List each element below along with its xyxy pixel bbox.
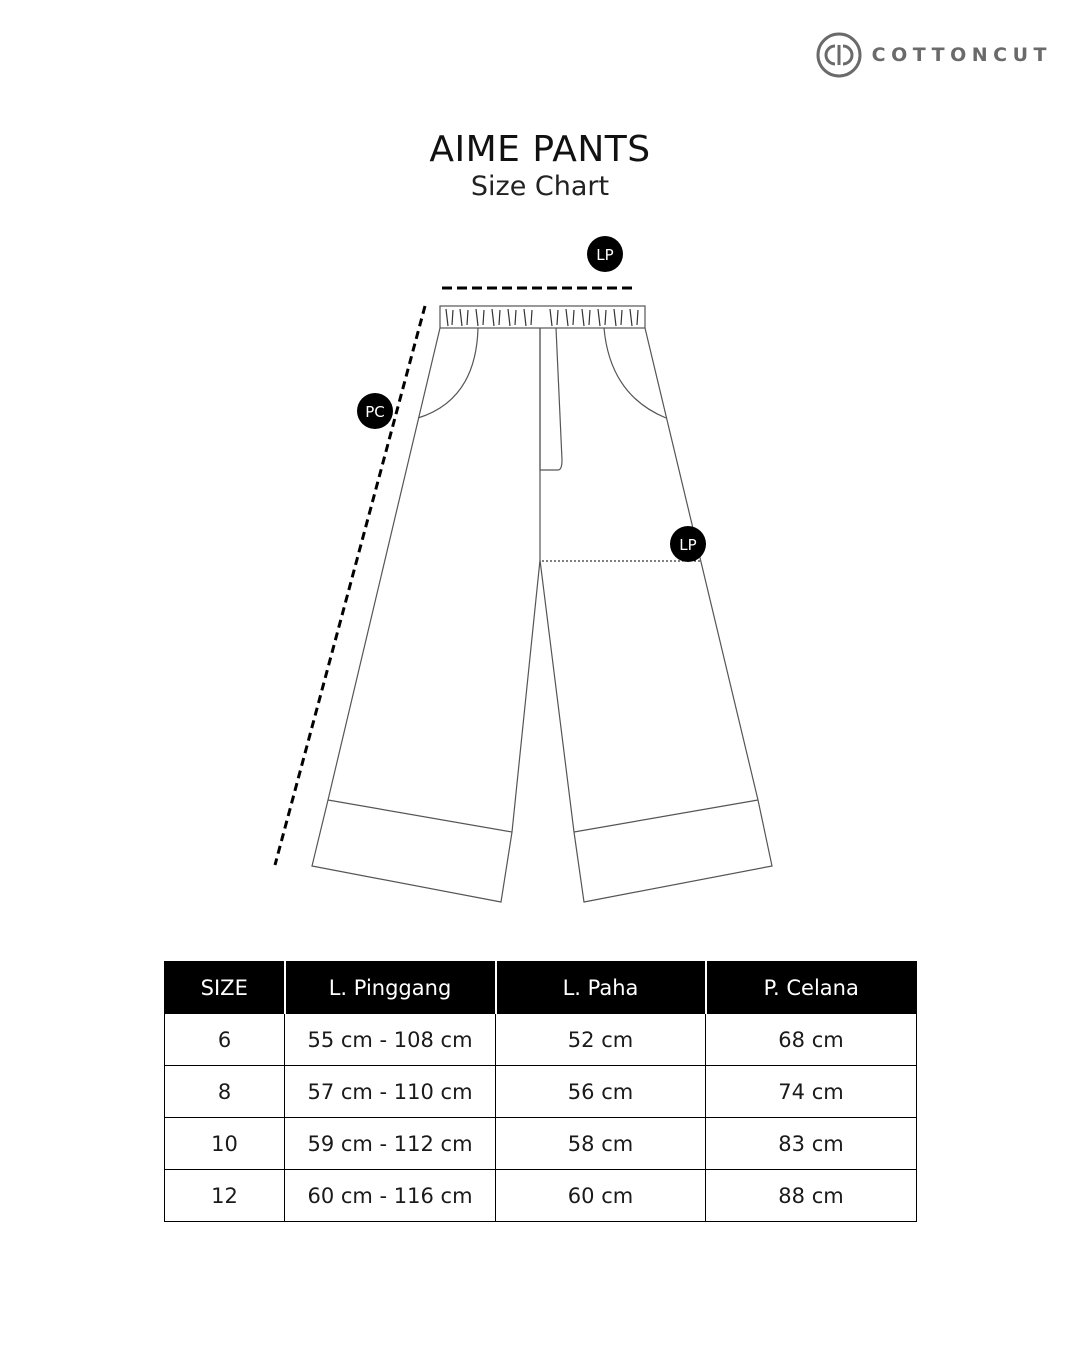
cell-thigh: 58 cm xyxy=(496,1118,706,1170)
length-label-badge xyxy=(357,393,393,429)
header-thigh: L. Paha xyxy=(496,962,706,1014)
waistband-gathers xyxy=(446,309,638,326)
waist-label: LP xyxy=(596,246,614,264)
cell-size: 8 xyxy=(165,1066,285,1118)
right-leg xyxy=(540,328,772,902)
table-row xyxy=(165,1170,917,1222)
page-subtitle: Size Chart xyxy=(470,171,610,202)
cell-size: 10 xyxy=(165,1118,285,1170)
page-title: AIME PANTS xyxy=(429,129,651,170)
size-table xyxy=(164,961,917,1222)
brand-name: COTTONCUT xyxy=(871,44,1052,66)
left-cuff-line xyxy=(328,800,512,832)
waist-label-badge xyxy=(587,236,623,272)
cell-thigh: 56 cm xyxy=(496,1066,706,1118)
header-length: P. Celana xyxy=(706,962,917,1014)
length-measure-line xyxy=(275,306,425,865)
cell-waist: 59 cm - 112 cm xyxy=(285,1118,496,1170)
fly xyxy=(540,328,562,470)
header-waist: L. Pinggang xyxy=(285,962,496,1014)
cell-waist: 57 cm - 110 cm xyxy=(285,1066,496,1118)
right-cuff-line xyxy=(574,800,758,832)
left-pocket xyxy=(418,328,478,418)
thigh-label: LP xyxy=(679,536,697,554)
right-pocket xyxy=(604,328,666,418)
cell-length: 74 cm xyxy=(706,1066,917,1118)
table-row xyxy=(165,1118,917,1170)
cell-length: 83 cm xyxy=(706,1118,917,1170)
cell-thigh: 52 cm xyxy=(496,1014,706,1066)
cell-waist: 60 cm - 116 cm xyxy=(285,1170,496,1222)
length-label: PC xyxy=(365,403,385,421)
table-row xyxy=(165,1066,917,1118)
table-header-row xyxy=(165,962,917,1014)
cell-length: 68 cm xyxy=(706,1014,917,1066)
thigh-label-badge xyxy=(670,526,706,562)
cell-size: 12 xyxy=(165,1170,285,1222)
table-row xyxy=(165,1014,917,1066)
left-leg xyxy=(312,328,540,902)
cell-thigh: 60 cm xyxy=(496,1170,706,1222)
cell-length: 88 cm xyxy=(706,1170,917,1222)
cell-size: 6 xyxy=(165,1014,285,1066)
cell-waist: 55 cm - 108 cm xyxy=(285,1014,496,1066)
header-size: SIZE xyxy=(165,962,285,1014)
